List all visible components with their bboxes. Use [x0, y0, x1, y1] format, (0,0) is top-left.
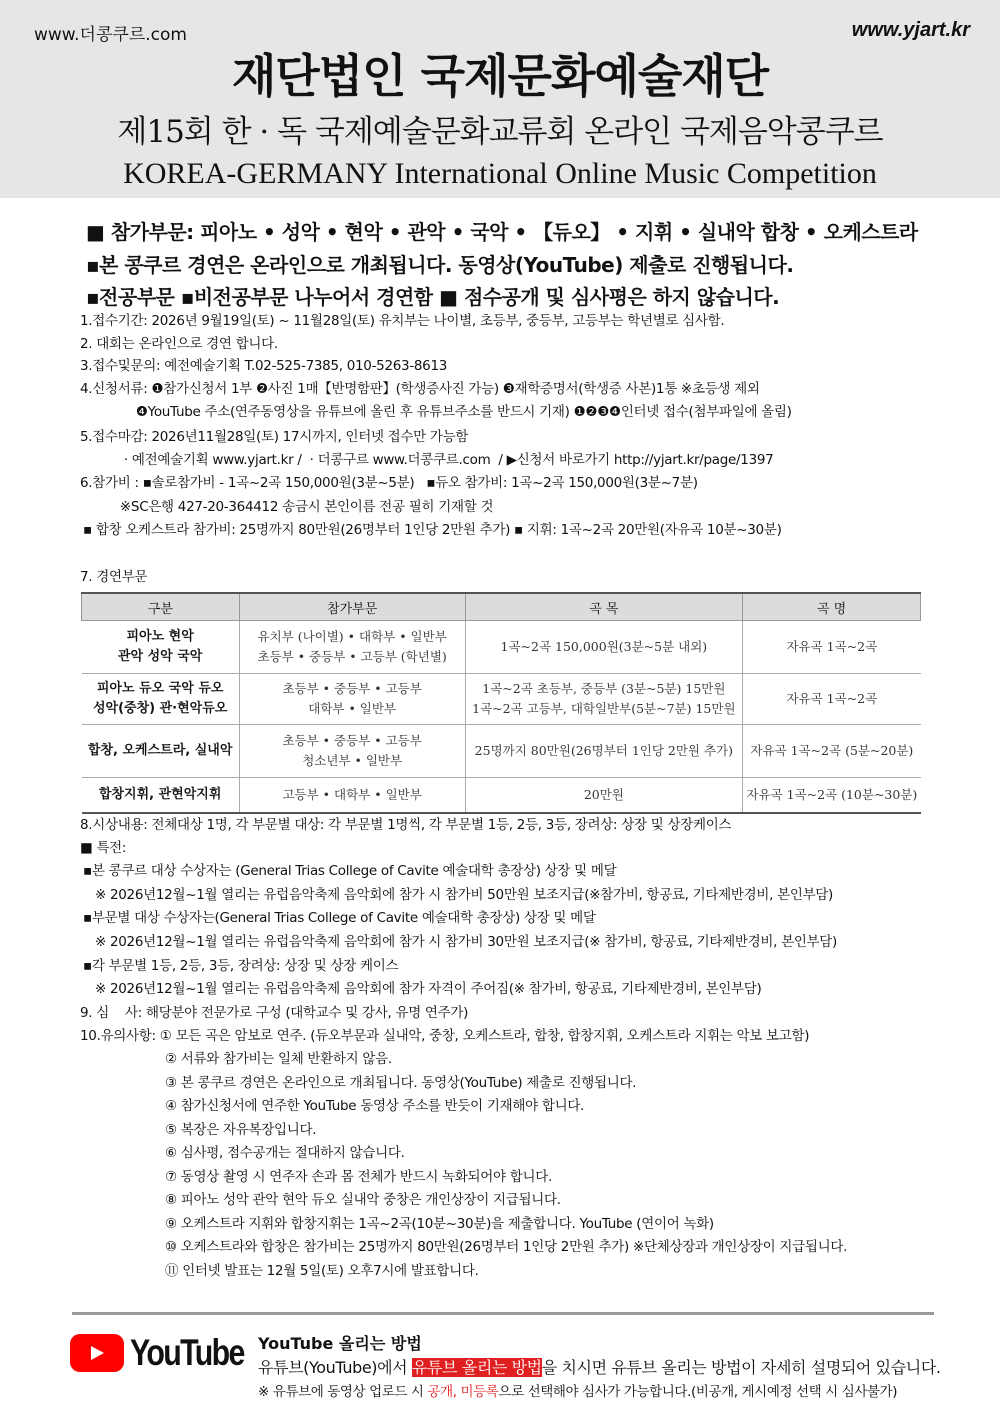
website-url-left[interactable]: www.더콩쿠르.com — [34, 25, 187, 45]
table-cell: 유치부 (나이별) • 대학부 • 일반부 초등부 • 중등부 • 고등부 (학년별) — [239, 621, 465, 674]
note-item: ⑤ 복장은 자유복장입니다. — [165, 1122, 317, 1138]
table-cell: 고등부 • 대학부 • 일반부 — [239, 778, 465, 813]
table-header: 곡 명 — [743, 593, 921, 621]
page-subtitle: 제15회 한 · 독 국제예술문화교류회 온라인 국제음악콩쿠르 — [117, 114, 883, 150]
note-item: ③ 본 콩쿠르 경연은 온라인으로 개최됩니다. 동영상(YouTube) 제출로 진행됩니다. — [165, 1075, 637, 1091]
info-line: · 예전예술기획 www.yjart.kr / · 더콩구르 www.더콩쿠르.com / ▶신청서 바로가기 http://yjart.kr/page/1397 — [80, 452, 774, 468]
table-header: 구분 — [82, 593, 240, 621]
footer-heading: YouTube 올리는 방법 — [258, 1334, 422, 1353]
table-cell: 초등부 • 중등부 • 고등부 대학부 • 일반부 — [239, 674, 465, 725]
table-cell: 합창, 오케스트라, 실내악 — [82, 725, 240, 778]
table-cell: 피아노 현악 관악 성악 국악 — [82, 621, 240, 674]
competition-table — [81, 592, 921, 814]
note-item: ② 서류와 참가비는 일체 반환하지 않음. — [165, 1051, 392, 1067]
table-row — [82, 778, 921, 813]
note-item: ⑪ 인터넷 발표는 12월 5일(토) 오후7시에 발표합니다. — [165, 1263, 479, 1279]
info-line: 4.신청서류: ❶참가신청서 1부 ❷사진 1매【반명함판】(학생증사진 가능) ❸재학증명서(학생증 사본)1통 ※초등생 제외 — [80, 381, 760, 397]
footer-note: ※ 유튜브에 동영상 업로드 시 공개, 미등록으로 선택해야 심사가 가능합니다.(비공개, 게시예정 선택 시 심사불가) — [258, 1384, 898, 1400]
benefit-line: ▪각 부문별 1등, 2등, 3등, 장려상: 상장 및 상장 케이스 — [83, 958, 399, 974]
page-title: 재단법인 국제문화예술재단 — [231, 49, 769, 103]
benefit-line: ▪본 콩쿠르 대상 수상자는 (General Trias College of Cavite 예술대학 총장상) 상장 및 메달 — [83, 863, 617, 879]
award-line: 8.시상내용: 전체대상 1명, 각 부문별 대상: 각 부문별 1명씩, 각 부문별 1등, 2등, 3등, 장려상: 상장 및 상장케이스 — [80, 817, 732, 833]
highlight-divisions: ▪전공부문 ▪비전공부문 나누어서 경연함 ■ 점수공개 및 심사평은 하지 않습니다. — [86, 285, 780, 309]
table-cell: 자유곡 1곡~2곡 (10분~30분) — [743, 778, 921, 813]
table-cell: 1곡~2곡 초등부, 중등부 (3분~5분) 15만원 1곡~2곡 고등부, 대학일반부(5분~7분) 15만원 — [465, 674, 743, 725]
table-row — [82, 725, 921, 778]
benefit-note: ※ 2026년12월~1월 열리는 유럽음악축제 음악회에 참가 시 참가비 50만원 보조지급(※참가비, 항공료, 기타제반경비, 본인부담) — [83, 887, 834, 903]
footer-red-text: 공개, 미등록 — [427, 1384, 499, 1400]
notes-heading: 10.유의사항: ① 모든 곡은 암보로 연주. (듀오부문과 실내악, 중창, 오케스트라, 합창, 합창지휘, 오케스트라 지휘는 악보 보고함) — [80, 1028, 810, 1044]
note-item: ⑨ 오케스트라 지휘와 합창지휘는 1곡~2곡(10분~30분)을 제출합니다. YouTube (연이어 녹화) — [165, 1216, 714, 1232]
youtube-play-icon — [70, 1334, 124, 1372]
info-line: ※SC은행 427-20-364412 송금시 본인이름 전공 필히 기재할 것 — [80, 499, 494, 515]
table-row — [82, 621, 921, 674]
table-cell: 1곡~2곡 150,000원(3분~5분 내외) — [465, 621, 743, 674]
info-line: 5.접수마감: 2026년11월28일(토) 17시까지, 인터넷 접수만 가능함 — [80, 429, 469, 445]
benefits-heading: ■ 특전: — [80, 840, 127, 856]
note-item: ④ 참가신청서에 연주한 YouTube 동영상 주소를 반듯이 기재해야 합니다. — [165, 1098, 585, 1114]
table-cell: 자유곡 1곡~2곡 — [743, 621, 921, 674]
note-item: ⑧ 피아노 성악 관악 현악 듀오 실내악 중창은 개인상장이 지급됩니다. — [165, 1192, 561, 1208]
table-header: 곡 목 — [465, 593, 743, 621]
info-line: 2. 대회는 온라인으로 경연 합니다. — [80, 336, 278, 352]
note-item: ⑩ 오케스트라와 합창은 참가비는 25명까지 80만원(26명부터 1인당 2만원 추가) ※단체상장과 개인상장이 지급됩니다. — [165, 1239, 848, 1255]
table-row — [82, 674, 921, 725]
table-header: 참가부문 — [239, 593, 465, 621]
benefit-line: ▪부문별 대상 수상자는(General Trias College of Cavite 예술대학 총장상) 상장 및 메달 — [83, 910, 596, 926]
table-cell: 자유곡 1곡~2곡 — [743, 674, 921, 725]
footer-highlight: 유튜브 올리는 방법 — [411, 1358, 542, 1377]
info-line: ❹YouTube 주소(연주동영상을 유튜브에 올린 후 유튜브주소를 반드시 기재) ❶❷❸❹인터넷 접수(첨부파일에 올림) — [80, 404, 792, 420]
highlight-categories: ■ 참가부문: 피아노 • 성악 • 현악 • 관악 • 국악 • 【듀오】 • 지휘 • 실내악 합창 • 오케스트라 — [86, 220, 918, 244]
table-cell: 피아노 듀오 국악 듀오 성악(중창) 관·현악듀오 — [82, 674, 240, 725]
header-banner — [0, 0, 1000, 198]
website-url-right[interactable]: www.yjart.kr — [851, 19, 970, 41]
info-line: 3.접수및문의: 예전예술기획 T.02-525-7385, 010-5263-8613 — [80, 358, 448, 374]
table-header-row — [82, 593, 921, 621]
table-cell: 자유곡 1곡~2곡 (5분~20분) — [743, 725, 921, 778]
benefit-note: ※ 2026년12월~1월 열리는 유럽음악축제 음악회에 참가 자격이 주어짐(※ 참가비, 항공료, 기타제반경비, 본인부담) — [83, 981, 762, 997]
youtube-logo — [70, 1330, 244, 1376]
highlight-online: ▪본 콩쿠르 경연은 온라인으로 개최됩니다. 동영상(YouTube) 제출로 진행됩니다. — [86, 253, 794, 277]
judging-line: 9. 심 사: 해당분야 전문가로 구성 (대학교수 및 강사, 유명 연주가) — [80, 1005, 469, 1021]
page-subtitle-english: KOREA-GERMANY International Online Music Competition — [123, 157, 877, 190]
table-cell: 25명까지 80만원(26명부터 1인당 2만원 추가) — [465, 725, 743, 778]
table-cell: 합창지휘, 관현악지휘 — [82, 778, 240, 813]
footer-divider — [72, 1312, 934, 1315]
info-line: ▪ 합창 오케스트라 참가비: 25명까지 80만원(26명부터 1인당 2만원 추가) ▪ 지휘: 1곡~2곡 20만원(자유곡 10분~30분) — [83, 522, 782, 538]
note-item: ⑥ 심사평, 점수공개는 절대하지 않습니다. — [165, 1145, 405, 1161]
info-line: 1.접수기간: 2026년 9월19일(토) ~ 11월28일(토) 유치부는 나이별, 초등부, 중등부, 고등부는 학년별로 심사함. — [80, 313, 725, 329]
footer-instruction: 유튜브(YouTube)에서 유튜브 올리는 방법을 치시면 유튜브 올리는 방법이 자세히 설명되어 있습니다. — [258, 1358, 941, 1377]
benefit-note: ※ 2026년12월~1월 열리는 유럽음악축제 음악회에 참가 시 참가비 30만원 보조지급(※ 참가비, 항공료, 기타제반경비, 본인부담) — [83, 934, 838, 950]
note-item: ⑦ 동영상 촬영 시 연주자 손과 몸 전체가 반드시 녹화되어야 합니다. — [165, 1169, 552, 1185]
info-line: 6.참가비 : ▪솔로참가비 - 1곡~2곡 150,000원(3분~5분) ▪듀오 참가비: 1곡~2곡 150,000원(3분~7분) — [80, 475, 698, 491]
table-cell: 20만원 — [465, 778, 743, 813]
youtube-logo-word: YouTube — [130, 1332, 244, 1373]
table-title: 7. 경연부문 — [80, 569, 148, 585]
table-cell: 초등부 • 중등부 • 고등부 청소년부 • 일반부 — [239, 725, 465, 778]
